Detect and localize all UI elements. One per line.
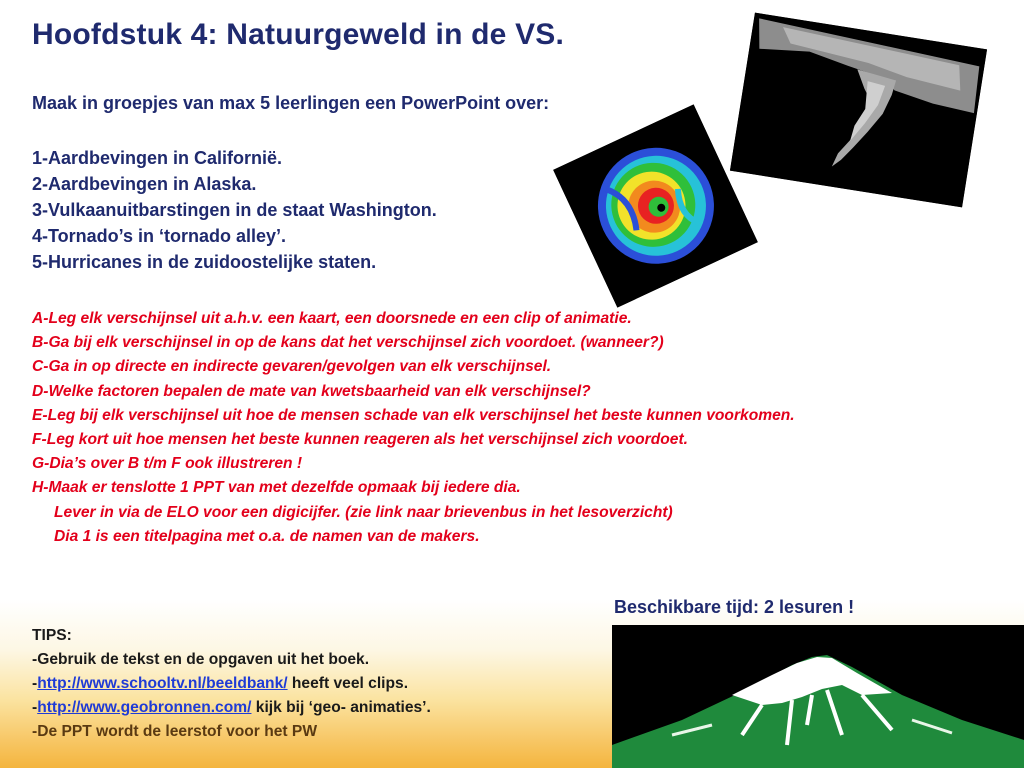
- tip-suffix: kijk bij ‘geo- animaties’.: [251, 699, 431, 716]
- tip-item: -Gebruik de tekst en de opgaven uit het boek.: [32, 651, 370, 668]
- tip-item: -De PPT wordt de leerstof voor het PW: [32, 723, 318, 740]
- instruction-list: [32, 307, 912, 549]
- hurricane-image: [553, 104, 758, 307]
- instruction-item: F-Leg kort uit hoe mensen het beste kunnen reageren als het verschijnsel zich voordoet.: [32, 431, 688, 449]
- mountain-image: [612, 625, 1024, 768]
- tip-prefix: -: [32, 699, 38, 716]
- instruction-item: E-Leg bij elk verschijnsel uit hoe de mensen schade van elk verschijnsel het beste kunnen voorkomen.: [32, 406, 795, 424]
- topic-item: 5-Hurricanes in de zuidoostelijke staten.: [32, 252, 377, 272]
- instruction-item: Lever in via de ELO voor een digicijfer. (zie link naar brievenbus in het lesoverzicht): [54, 503, 673, 521]
- tips-heading: TIPS:: [32, 627, 72, 644]
- topic-item: 3-Vulkaanuitbarstingen in de staat Washington.: [32, 200, 437, 220]
- tip-item: [32, 672, 431, 696]
- topic-item: 2-Aardbevingen in Alaska.: [32, 174, 257, 194]
- topic-item: 1-Aardbevingen in Californië.: [32, 148, 283, 168]
- tip-item: [32, 696, 431, 720]
- hurricane-graphic: [553, 104, 758, 307]
- schooltv-link[interactable]: http://www.schooltv.nl/beeldbank/: [37, 675, 288, 692]
- assignment-text: Maak in groepjes van max 5 leerlingen een PowerPoint over:: [32, 93, 550, 113]
- instruction-item: C-Ga in op directe en indirecte gevaren/gevolgen van elk verschijnsel.: [32, 358, 552, 376]
- topic-item: 4-Tornado’s in ‘tornado alley’.: [32, 226, 287, 246]
- instruction-item: G-Dia’s over B t/m F ook illustreren !: [32, 455, 303, 473]
- mountain-graphic: [612, 625, 1024, 768]
- tip-suffix: heeft veel clips.: [287, 675, 409, 692]
- tornado-image: [730, 13, 987, 208]
- page-title: Hoofdstuk 4: Natuurgeweld in de VS.: [32, 18, 565, 51]
- available-time: Beschikbare tijd: 2 lesuren !: [614, 597, 855, 617]
- instruction-item: H-Maak er tenslotte 1 PPT van met dezelfde opmaak bij iedere dia.: [32, 479, 521, 497]
- instruction-item: D-Welke factoren bepalen de mate van kwetsbaarheid van elk verschijnsel?: [32, 382, 591, 400]
- instruction-item: B-Ga bij elk verschijnsel in op de kans dat het verschijnsel zich voordoet. (wanneer?): [32, 334, 664, 352]
- topic-list: [32, 145, 437, 275]
- tornado-graphic: [730, 13, 987, 208]
- instruction-item: Dia 1 is een titelpagina met o.a. de namen van de makers.: [54, 527, 480, 545]
- tips-section: [32, 624, 431, 744]
- instruction-item: A-Leg elk verschijnsel uit a.h.v. een kaart, een doorsnede en een clip of animatie.: [32, 310, 632, 327]
- geobronnen-link[interactable]: http://www.geobronnen.com/: [37, 699, 252, 716]
- tip-prefix: -: [32, 675, 38, 692]
